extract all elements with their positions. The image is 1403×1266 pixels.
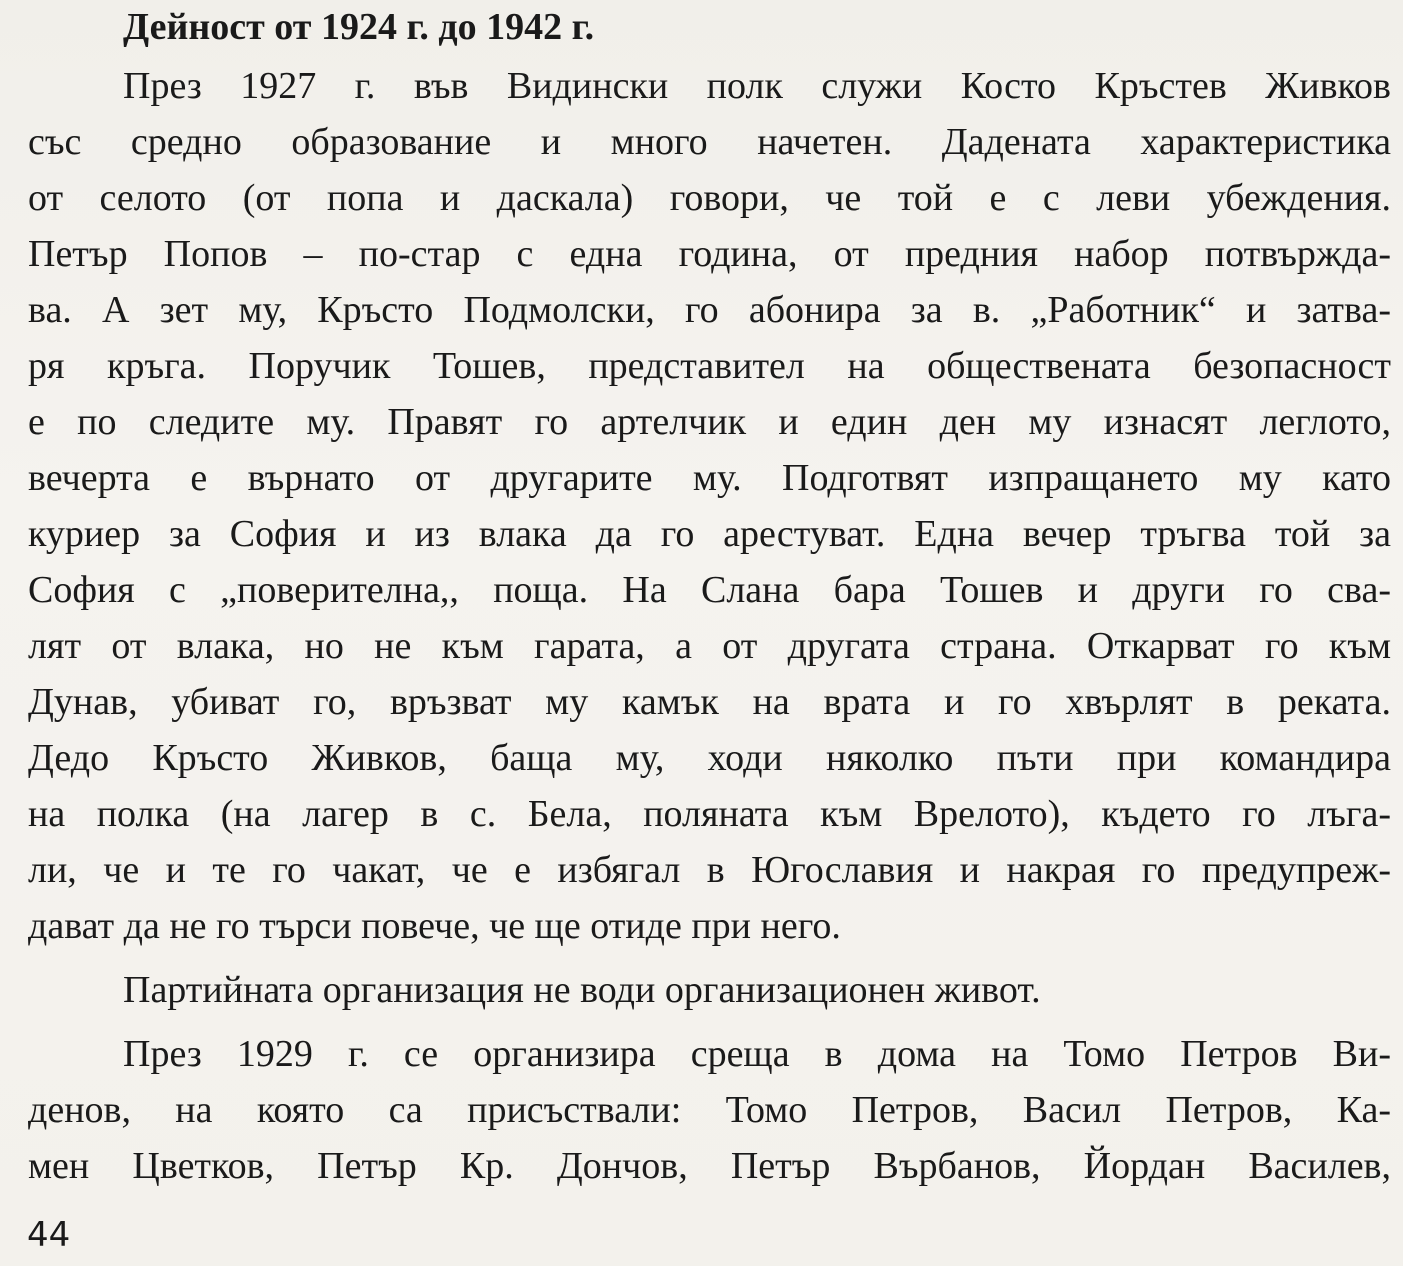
section-heading: Дейност от 1924 г. до 1942 г. — [123, 6, 595, 48]
text-line: лят от влака, но не към гарата, а от другата страна. Откарват го към — [28, 625, 1391, 667]
text-line: мен Цветков, Петър Кр. Дончов, Петър Върбанов, Йордан Василев, — [28, 1145, 1391, 1187]
text-line: на полка (на лагер в с. Бела, поляната към Врелото), където го лъга- — [28, 793, 1391, 835]
text-line: ря кръга. Поручик Тошев, представител на обществената безопасност — [28, 345, 1391, 387]
text-line: ли, че и те го чакат, че е избягал в Югославия и накрая го предупреж- — [28, 849, 1391, 891]
text-line: от селото (от попа и даскала) говори, че той е с леви убеждения. — [28, 177, 1391, 219]
text-line: дават да не го търси повече, че ще отиде при него. — [28, 905, 841, 947]
text-line: денов, на която са присъствали: Томо Петров, Васил Петров, Ка- — [28, 1089, 1391, 1131]
text-line: През 1929 г. се организира среща в дома на Томо Петров Ви- — [123, 1033, 1391, 1075]
text-line: Петър Попов – по-стар с една година, от предния набор потвърждa- — [28, 233, 1391, 275]
text-line: Дунав, убиват го, връзват му камък на врата и го хвърлят в реката. — [28, 681, 1391, 723]
text-line: куриер за София и из влака да го арестуват. Една вечер тръгва той за — [28, 513, 1391, 555]
text-line: София с „поверителна,, поща. На Слана бара Тошев и други го сва- — [28, 569, 1391, 611]
text-line: Дедо Кръсто Живков, баща му, ходи няколко пъти при командира — [28, 737, 1391, 779]
text-line: Партийната организация не води организационен живот. — [123, 969, 1041, 1011]
text-line: ва. А зет му, Кръсто Подмолски, го абонира за в. „Работник“ и затва- — [28, 289, 1391, 331]
text-line: е по следите му. Правят го артелчик и един ден му изнасят леглото, — [28, 401, 1391, 443]
page-number: 44 — [27, 1215, 71, 1255]
text-line: със средно образование и много начетен. Дадената характеристика — [28, 121, 1391, 163]
text-line: През 1927 г. във Видински полк служи Косто Кръстев Живков — [123, 65, 1391, 107]
text-line: вечерта е върнато от другарите му. Подготвят изпращането му като — [28, 457, 1391, 499]
